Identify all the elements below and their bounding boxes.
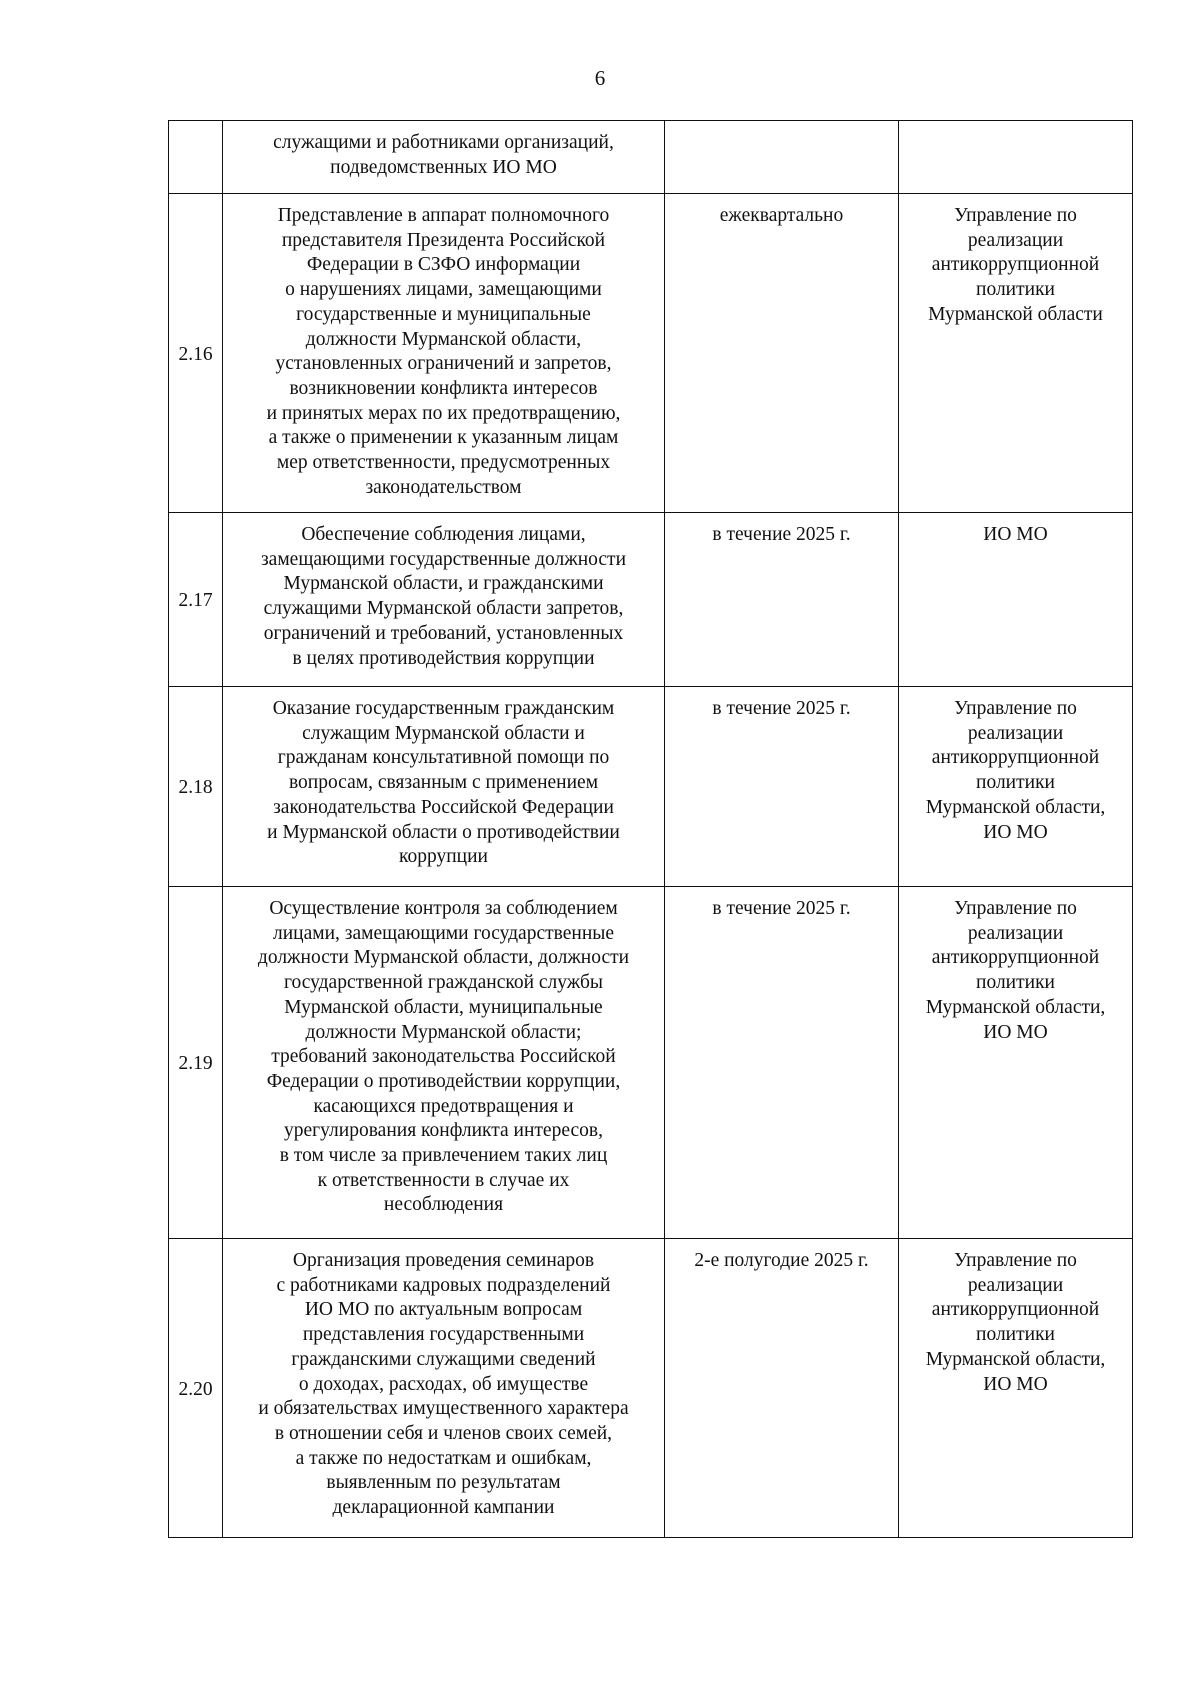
item-number: 2.20	[169, 1239, 223, 1538]
measure-cell	[223, 887, 665, 1239]
responsible-cell	[899, 687, 1133, 887]
text-line: Организация проведения семинаров	[292, 1250, 595, 1271]
text-line: мер ответственности, предусмотренных	[276, 452, 611, 474]
text-line: ИО МО	[983, 1373, 1048, 1395]
responsible-cell	[899, 121, 1133, 194]
text-line: реализации	[967, 229, 1064, 251]
measure-cell	[223, 1239, 665, 1538]
text-line: законодательства Российской Федерации	[273, 796, 614, 818]
text-line: декларационной кампании	[332, 1497, 555, 1519]
text-line: с работниками кадровых подразделений	[276, 1274, 611, 1296]
item-number: 2.19	[169, 887, 223, 1239]
text-line: урегулирования конфликта интересов,	[284, 1120, 603, 1142]
text-line: касающихся предотвращения и	[313, 1095, 574, 1117]
text-line: ИО МО	[983, 1021, 1048, 1043]
text-line: реализации	[967, 722, 1064, 744]
responsible-cell	[899, 513, 1133, 687]
text-line: представителя Президента Российской	[281, 229, 606, 251]
table-row	[169, 121, 1133, 194]
text-line: требований законодательства Российской	[271, 1046, 616, 1068]
text-line: ИО МО	[983, 821, 1048, 843]
text-line: служащими Мурманской области запретов,	[263, 598, 624, 620]
item-number: 2.16	[169, 194, 223, 513]
responsible-cell	[899, 194, 1133, 513]
text-line: должности Мурманской области, должности	[257, 947, 630, 969]
text-line: и Мурманской области о противодействии	[267, 821, 620, 843]
text-line: Осуществление контроля за соблюдением	[269, 898, 618, 919]
text-line: антикоррупционной	[931, 747, 1100, 769]
item-number	[169, 121, 223, 194]
text-line: политики	[976, 972, 1055, 994]
text-line: в том числе за привлечением таких лиц	[279, 1145, 608, 1167]
text-line: политики	[976, 772, 1055, 794]
text-line: законодательством	[365, 476, 522, 498]
text-line: о доходах, расходах, об имуществе	[298, 1373, 589, 1395]
text-line: ИО МО по актуальным вопросам	[304, 1299, 583, 1321]
table-row	[169, 887, 1133, 1239]
page-number: 6	[594, 66, 606, 90]
term-cell: ежеквартально	[665, 194, 899, 513]
responsible-cell	[899, 887, 1133, 1239]
text-line: Управление по	[954, 698, 1077, 719]
text-line: Управление по	[954, 205, 1077, 226]
text-line: Управление по	[954, 1250, 1077, 1271]
text-line: антикоррупционной	[931, 254, 1100, 276]
text-line: к ответственности в случае их	[317, 1169, 570, 1191]
text-line: представления государственными	[302, 1324, 585, 1346]
measures-table	[168, 120, 1133, 1538]
term-cell: в течение 2025 г.	[665, 887, 899, 1239]
text-line: Федерации о противодействии коррупции,	[266, 1070, 621, 1092]
text-line: Мурманской области, муниципальные	[284, 996, 603, 1018]
text-line: подведомственных ИО МО	[330, 156, 557, 178]
text-line: служащими и работниками организаций,	[273, 132, 614, 153]
text-line: Федерации в СЗФО информации	[306, 254, 581, 276]
text-line: и обязательствах имущественного характера	[258, 1398, 629, 1420]
text-line: Оказание государственным гражданским	[272, 698, 615, 719]
text-line: несоблюдения	[383, 1194, 504, 1216]
term-cell: в течение 2025 г.	[665, 687, 899, 887]
text-line: должности Мурманской области;	[305, 1021, 582, 1043]
text-line: лицами, замещающими государственные	[272, 922, 615, 944]
text-line: замещающими государственные должности	[260, 548, 626, 570]
text-line: в целях противодействия коррупции	[292, 647, 595, 669]
text-line: Мурманской области,	[925, 796, 1106, 818]
table-row	[169, 1239, 1133, 1538]
responsible-cell	[899, 1239, 1133, 1538]
text-line: политики	[976, 1324, 1055, 1346]
text-line: Мурманской области,	[925, 996, 1106, 1018]
measure-cell	[223, 121, 665, 194]
text-line: гражданскими служащими сведений	[291, 1348, 596, 1370]
text-line: реализации	[967, 1274, 1064, 1296]
text-line: Обеспечение соблюдения лицами,	[301, 524, 586, 545]
text-line: государственной гражданской службы	[283, 972, 604, 994]
term-cell	[665, 121, 899, 194]
text-line: политики	[976, 279, 1055, 301]
measure-cell	[223, 513, 665, 687]
text-line: возникновении конфликта интересов	[289, 377, 598, 399]
table-row	[169, 513, 1133, 687]
text-line: Представление в аппарат полномочного	[277, 205, 610, 226]
text-line: служащим Мурманской области и	[302, 722, 585, 744]
text-line: о нарушениях лицами, замещающими	[285, 279, 602, 301]
measure-cell	[223, 687, 665, 887]
text-line: а также о применении к указанным лицам	[268, 427, 619, 449]
text-line: реализации	[967, 922, 1064, 944]
text-line: в отношении себя и членов своих семей,	[274, 1422, 613, 1444]
measure-cell	[223, 194, 665, 513]
text-line: антикоррупционной	[931, 1299, 1100, 1321]
text-line: Управление по	[954, 898, 1077, 919]
item-number: 2.18	[169, 687, 223, 887]
table-row	[169, 687, 1133, 887]
term-cell: в течение 2025 г.	[665, 513, 899, 687]
text-line: должности Мурманской области,	[305, 328, 582, 350]
text-line: вопросам, связанным с применением	[288, 772, 599, 794]
table-row	[169, 194, 1133, 513]
text-line: Мурманской области, и гражданскими	[283, 573, 604, 595]
text-line: антикоррупционной	[931, 947, 1100, 969]
text-line: ограничений и требований, установленных	[263, 622, 624, 644]
text-line: Мурманской области,	[925, 1348, 1106, 1370]
text-line: коррупции	[399, 846, 488, 868]
text-line: выявленным по результатам	[326, 1472, 561, 1494]
text-line: Мурманской области	[928, 303, 1103, 325]
text-line: государственные и муниципальные	[296, 303, 591, 325]
text-line: ИО МО	[983, 524, 1048, 545]
text-line: и принятых мерах по их предотвращению,	[266, 402, 621, 424]
text-line: гражданам консультативной помощи по	[277, 747, 610, 769]
text-line: а также по недостаткам и ошибкам,	[295, 1447, 592, 1469]
term-cell: 2-е полугодие 2025 г.	[665, 1239, 899, 1538]
text-line: установленных ограничений и запретов,	[275, 353, 612, 375]
item-number: 2.17	[169, 513, 223, 687]
